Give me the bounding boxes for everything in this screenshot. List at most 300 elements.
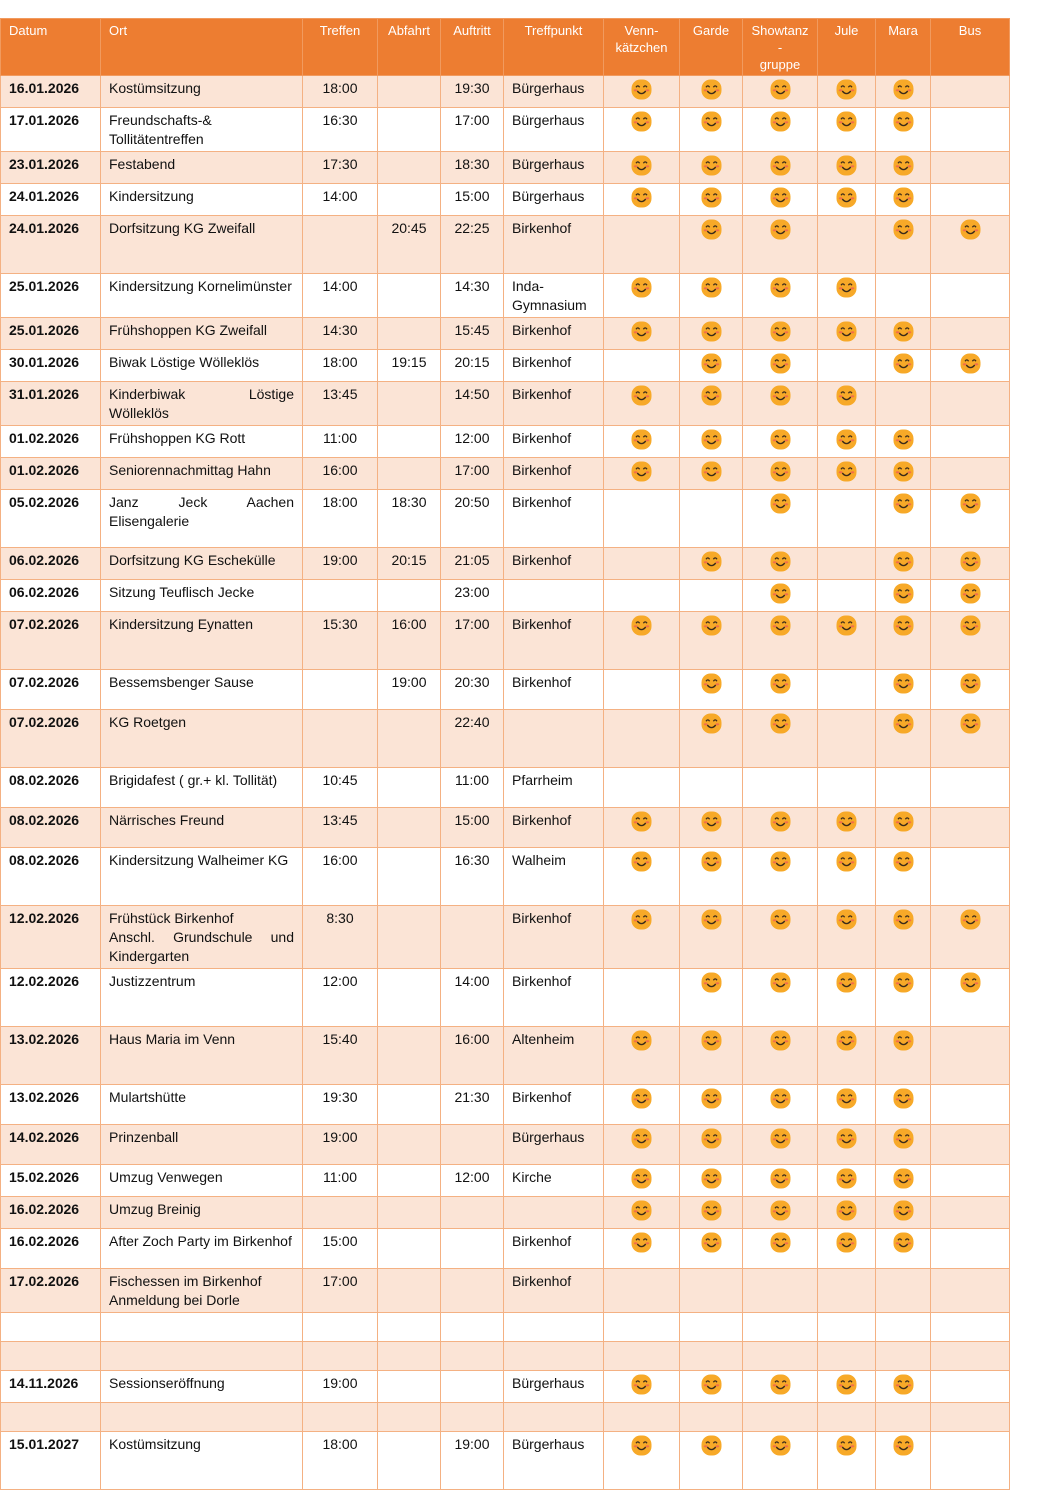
cell-treffen	[303, 1403, 378, 1432]
cell-showtanz	[743, 274, 818, 318]
table-row	[1, 216, 1010, 274]
cell-mara	[876, 152, 931, 184]
cell-vennkaetzchen	[604, 1165, 680, 1197]
cell-auftritt: 19:00	[441, 1432, 504, 1490]
cell-abfahrt	[378, 1313, 441, 1342]
smiling-face-icon	[893, 615, 914, 636]
smiling-face-icon	[893, 429, 914, 450]
cell-ort: Kinderbiwak Löstige Wölleklös	[101, 382, 303, 426]
cell-bus	[931, 612, 1010, 670]
cell-datum: 24.01.2026	[1, 184, 101, 216]
table-row	[1, 76, 1010, 108]
cell-vennkaetzchen	[604, 1085, 680, 1125]
cell-jule	[818, 768, 876, 808]
cell-showtanz	[743, 318, 818, 350]
cell-abfahrt	[378, 1125, 441, 1165]
cell-treffen: 15:00	[303, 1229, 378, 1269]
cell-mara	[876, 1125, 931, 1165]
smiling-face-icon	[701, 673, 722, 694]
cell-treffen: 11:00	[303, 426, 378, 458]
cell-vennkaetzchen	[604, 1432, 680, 1490]
cell-jule	[818, 1269, 876, 1313]
cell-treffen: 17:30	[303, 152, 378, 184]
cell-abfahrt	[378, 710, 441, 768]
cell-ort: Kindersitzung Walheimer KG	[101, 848, 303, 906]
cell-vennkaetzchen	[604, 808, 680, 848]
cell-bus	[931, 808, 1010, 848]
smiling-face-icon	[631, 1088, 652, 1109]
smiling-face-icon	[631, 187, 652, 208]
cell-bus	[931, 76, 1010, 108]
cell-vennkaetzchen	[604, 1269, 680, 1313]
cell-garde	[680, 969, 743, 1027]
cell-abfahrt	[378, 969, 441, 1027]
cell-treffpunkt: Birkenhof	[504, 490, 604, 548]
cell-bus	[931, 1125, 1010, 1165]
cell-treffen: 16:00	[303, 458, 378, 490]
cell-showtanz	[743, 1313, 818, 1342]
cell-ort: After Zoch Party im Birkenhof	[101, 1229, 303, 1269]
cell-bus	[931, 108, 1010, 152]
smiling-face-icon	[631, 615, 652, 636]
cell-vennkaetzchen	[604, 1403, 680, 1432]
cell-auftritt	[441, 1197, 504, 1229]
smiling-face-icon	[770, 79, 791, 100]
cell-showtanz	[743, 108, 818, 152]
cell-jule	[818, 1313, 876, 1342]
cell-datum: 08.02.2026	[1, 848, 101, 906]
cell-jule	[818, 184, 876, 216]
table-row	[1, 426, 1010, 458]
smiling-face-icon	[770, 972, 791, 993]
cell-garde	[680, 490, 743, 548]
smiling-face-icon	[893, 1168, 914, 1189]
cell-abfahrt	[378, 848, 441, 906]
cell-datum: 14.11.2026	[1, 1371, 101, 1403]
smiling-face-icon	[893, 461, 914, 482]
smiling-face-icon	[701, 79, 722, 100]
smiling-face-icon	[701, 219, 722, 240]
cell-showtanz	[743, 1403, 818, 1432]
smiling-face-icon	[836, 1168, 857, 1189]
cell-treffen: 8:30	[303, 906, 378, 969]
smiling-face-icon	[960, 713, 981, 734]
smiling-face-icon	[960, 583, 981, 604]
cell-jule	[818, 1342, 876, 1371]
cell-treffen: 18:00	[303, 490, 378, 548]
cell-garde	[680, 108, 743, 152]
cell-treffen: 16:30	[303, 108, 378, 152]
smiling-face-icon	[631, 321, 652, 342]
cell-mara	[876, 710, 931, 768]
cell-treffen: 13:45	[303, 808, 378, 848]
cell-treffpunkt: Birkenhof	[504, 216, 604, 274]
cell-vennkaetzchen	[604, 612, 680, 670]
cell-datum: 14.02.2026	[1, 1125, 101, 1165]
cell-datum: 06.02.2026	[1, 548, 101, 580]
cell-mara	[876, 906, 931, 969]
cell-showtanz	[743, 216, 818, 274]
smiling-face-icon	[836, 187, 857, 208]
cell-mara	[876, 382, 931, 426]
cell-ort: Festabend	[101, 152, 303, 184]
cell-bus	[931, 1269, 1010, 1313]
schedule-body	[1, 76, 1010, 1490]
cell-treffpunkt: Inda-Gymnasium	[504, 274, 604, 318]
cell-datum: 01.02.2026	[1, 426, 101, 458]
smiling-face-icon	[631, 1168, 652, 1189]
smiling-face-icon	[701, 461, 722, 482]
cell-datum: 08.02.2026	[1, 768, 101, 808]
cell-showtanz	[743, 848, 818, 906]
table-row	[1, 710, 1010, 768]
table-row	[1, 768, 1010, 808]
cell-auftritt: 21:05	[441, 548, 504, 580]
cell-vennkaetzchen	[604, 350, 680, 382]
cell-auftritt	[441, 1403, 504, 1432]
smiling-face-icon	[836, 909, 857, 930]
smiling-face-icon	[893, 1128, 914, 1149]
cell-abfahrt	[378, 768, 441, 808]
table-row	[1, 848, 1010, 906]
cell-abfahrt	[378, 152, 441, 184]
cell-datum: 17.02.2026	[1, 1269, 101, 1313]
cell-treffen: 12:00	[303, 969, 378, 1027]
table-row	[1, 108, 1010, 152]
smiling-face-icon	[631, 277, 652, 298]
cell-abfahrt: 16:00	[378, 612, 441, 670]
cell-datum: 16.02.2026	[1, 1197, 101, 1229]
col-header-treffen: Treffen	[303, 19, 378, 76]
cell-bus	[931, 768, 1010, 808]
smiling-face-icon	[631, 79, 652, 100]
cell-datum: 05.02.2026	[1, 490, 101, 548]
cell-vennkaetzchen	[604, 152, 680, 184]
cell-jule	[818, 1371, 876, 1403]
col-header-garde: Garde	[680, 19, 743, 76]
cell-showtanz	[743, 382, 818, 426]
smiling-face-icon	[701, 1200, 722, 1221]
cell-vennkaetzchen	[604, 490, 680, 548]
cell-abfahrt	[378, 426, 441, 458]
cell-mara	[876, 490, 931, 548]
cell-abfahrt	[378, 274, 441, 318]
smiling-face-icon	[770, 1200, 791, 1221]
cell-treffen: 13:45	[303, 382, 378, 426]
cell-bus	[931, 490, 1010, 548]
cell-showtanz	[743, 808, 818, 848]
cell-vennkaetzchen	[604, 1313, 680, 1342]
cell-bus	[931, 1432, 1010, 1490]
smiling-face-icon	[701, 811, 722, 832]
smiling-face-icon	[701, 1168, 722, 1189]
cell-jule	[818, 216, 876, 274]
cell-vennkaetzchen	[604, 1371, 680, 1403]
cell-vennkaetzchen	[604, 1342, 680, 1371]
smiling-face-icon	[770, 1232, 791, 1253]
cell-ort: Bessemsbenger Sause	[101, 670, 303, 710]
smiling-face-icon	[893, 583, 914, 604]
cell-auftritt: 22:40	[441, 710, 504, 768]
cell-showtanz	[743, 1165, 818, 1197]
cell-datum: 24.01.2026	[1, 216, 101, 274]
cell-treffpunkt: Birkenhof	[504, 458, 604, 490]
cell-mara	[876, 216, 931, 274]
cell-vennkaetzchen	[604, 548, 680, 580]
cell-treffpunkt: Birkenhof	[504, 350, 604, 382]
smiling-face-icon	[770, 551, 791, 572]
cell-mara	[876, 1371, 931, 1403]
smiling-face-icon	[701, 1374, 722, 1395]
cell-garde	[680, 1085, 743, 1125]
cell-treffpunkt: Bürgerhaus	[504, 1432, 604, 1490]
cell-bus	[931, 350, 1010, 382]
smiling-face-icon	[701, 851, 722, 872]
cell-garde	[680, 906, 743, 969]
table-row	[1, 490, 1010, 548]
cell-datum: 13.02.2026	[1, 1027, 101, 1085]
cell-garde	[680, 548, 743, 580]
cell-treffpunkt: Walheim	[504, 848, 604, 906]
smiling-face-icon	[770, 1128, 791, 1149]
cell-jule	[818, 458, 876, 490]
cell-treffen: 10:45	[303, 768, 378, 808]
header-row	[1, 19, 1010, 76]
cell-mara	[876, 768, 931, 808]
smiling-face-icon	[631, 1435, 652, 1456]
smiling-face-icon	[770, 353, 791, 374]
cell-abfahrt: 20:45	[378, 216, 441, 274]
cell-treffpunkt: Birkenhof	[504, 906, 604, 969]
cell-garde	[680, 274, 743, 318]
cell-showtanz	[743, 76, 818, 108]
table-row	[1, 382, 1010, 426]
cell-bus	[931, 1229, 1010, 1269]
smiling-face-icon	[770, 713, 791, 734]
cell-auftritt: 16:30	[441, 848, 504, 906]
cell-treffpunkt: Birkenhof	[504, 1229, 604, 1269]
cell-showtanz	[743, 670, 818, 710]
cell-vennkaetzchen	[604, 108, 680, 152]
smiling-face-icon	[960, 673, 981, 694]
smiling-face-icon	[631, 1030, 652, 1051]
cell-jule	[818, 426, 876, 458]
cell-showtanz	[743, 710, 818, 768]
table-row	[1, 458, 1010, 490]
cell-garde	[680, 382, 743, 426]
cell-mara	[876, 1269, 931, 1313]
cell-treffen: 19:30	[303, 1085, 378, 1125]
col-header-showtanz: Showtanz - gruppe	[743, 19, 818, 76]
smiling-face-icon	[836, 79, 857, 100]
cell-mara	[876, 1165, 931, 1197]
smiling-face-icon	[893, 713, 914, 734]
cell-abfahrt	[378, 1371, 441, 1403]
cell-auftritt: 12:00	[441, 1165, 504, 1197]
cell-ort	[101, 1403, 303, 1432]
cell-datum	[1, 1403, 101, 1432]
cell-bus	[931, 274, 1010, 318]
cell-vennkaetzchen	[604, 1197, 680, 1229]
col-header-vennkaetzchen: Venn- kätzchen	[604, 19, 680, 76]
cell-mara	[876, 274, 931, 318]
cell-garde	[680, 710, 743, 768]
smiling-face-icon	[631, 461, 652, 482]
col-header-treffpunkt: Treffpunkt	[504, 19, 604, 76]
cell-vennkaetzchen	[604, 848, 680, 906]
cell-treffen: 14:30	[303, 318, 378, 350]
cell-datum: 31.01.2026	[1, 382, 101, 426]
cell-garde	[680, 1342, 743, 1371]
cell-garde	[680, 1197, 743, 1229]
col-header-datum: Datum	[1, 19, 101, 76]
cell-abfahrt	[378, 1165, 441, 1197]
cell-mara	[876, 1197, 931, 1229]
smiling-face-icon	[701, 155, 722, 176]
cell-treffen: 19:00	[303, 1125, 378, 1165]
cell-treffen: 19:00	[303, 548, 378, 580]
cell-bus	[931, 969, 1010, 1027]
cell-abfahrt: 19:00	[378, 670, 441, 710]
cell-treffpunkt: Bürgerhaus	[504, 184, 604, 216]
smiling-face-icon	[893, 493, 914, 514]
smiling-face-icon	[836, 972, 857, 993]
cell-garde	[680, 580, 743, 612]
smiling-face-icon	[770, 187, 791, 208]
cell-ort	[101, 1342, 303, 1371]
smiling-face-icon	[893, 219, 914, 240]
cell-garde	[680, 1125, 743, 1165]
cell-vennkaetzchen	[604, 1229, 680, 1269]
cell-showtanz	[743, 1432, 818, 1490]
cell-treffen: 11:00	[303, 1165, 378, 1197]
cell-datum: 07.02.2026	[1, 710, 101, 768]
cell-auftritt	[441, 1229, 504, 1269]
cell-bus	[931, 1027, 1010, 1085]
smiling-face-icon	[836, 461, 857, 482]
cell-treffen	[303, 1197, 378, 1229]
cell-mara	[876, 426, 931, 458]
cell-mara	[876, 670, 931, 710]
smiling-face-icon	[893, 187, 914, 208]
cell-vennkaetzchen	[604, 458, 680, 490]
smiling-face-icon	[893, 551, 914, 572]
smiling-face-icon	[631, 1128, 652, 1149]
cell-datum: 15.02.2026	[1, 1165, 101, 1197]
cell-datum: 17.01.2026	[1, 108, 101, 152]
cell-abfahrt	[378, 1027, 441, 1085]
cell-ort: Seniorennachmittag Hahn	[101, 458, 303, 490]
smiling-face-icon	[893, 811, 914, 832]
cell-treffen: 18:00	[303, 1432, 378, 1490]
cell-ort: Dorfsitzung KG Zweifall	[101, 216, 303, 274]
cell-showtanz	[743, 768, 818, 808]
cell-auftritt: 20:15	[441, 350, 504, 382]
cell-bus	[931, 382, 1010, 426]
smiling-face-icon	[701, 551, 722, 572]
cell-ort	[101, 1313, 303, 1342]
smiling-face-icon	[631, 1232, 652, 1253]
table-row	[1, 808, 1010, 848]
cell-auftritt: 22:25	[441, 216, 504, 274]
table-row	[1, 1027, 1010, 1085]
cell-treffpunkt: Bürgerhaus	[504, 1125, 604, 1165]
cell-showtanz	[743, 612, 818, 670]
cell-treffpunkt: Bürgerhaus	[504, 76, 604, 108]
smiling-face-icon	[770, 321, 791, 342]
cell-auftritt: 20:50	[441, 490, 504, 548]
cell-mara	[876, 76, 931, 108]
cell-vennkaetzchen	[604, 274, 680, 318]
cell-datum: 07.02.2026	[1, 670, 101, 710]
smiling-face-icon	[631, 909, 652, 930]
smiling-face-icon	[770, 155, 791, 176]
smiling-face-icon	[770, 909, 791, 930]
cell-bus	[931, 426, 1010, 458]
cell-auftritt: 19:30	[441, 76, 504, 108]
cell-treffpunkt: Birkenhof	[504, 382, 604, 426]
cell-jule	[818, 1197, 876, 1229]
smiling-face-icon	[770, 1088, 791, 1109]
cell-treffen: 18:00	[303, 76, 378, 108]
cell-mara	[876, 969, 931, 1027]
cell-abfahrt	[378, 76, 441, 108]
cell-jule	[818, 152, 876, 184]
cell-jule	[818, 548, 876, 580]
table-row	[1, 580, 1010, 612]
cell-garde	[680, 1165, 743, 1197]
cell-datum: 07.02.2026	[1, 612, 101, 670]
cell-treffpunkt: Kirche	[504, 1165, 604, 1197]
smiling-face-icon	[836, 615, 857, 636]
smiling-face-icon	[893, 1232, 914, 1253]
cell-garde	[680, 1371, 743, 1403]
smiling-face-icon	[701, 909, 722, 930]
cell-auftritt	[441, 1125, 504, 1165]
cell-abfahrt	[378, 1403, 441, 1432]
smiling-face-icon	[893, 155, 914, 176]
cell-auftritt: 14:50	[441, 382, 504, 426]
smiling-face-icon	[770, 461, 791, 482]
cell-vennkaetzchen	[604, 969, 680, 1027]
table-row	[1, 1085, 1010, 1125]
cell-vennkaetzchen	[604, 1027, 680, 1085]
cell-showtanz	[743, 490, 818, 548]
table-row	[1, 1432, 1010, 1490]
cell-ort: Freundschafts-& Tollitätentreffen	[101, 108, 303, 152]
cell-abfahrt	[378, 184, 441, 216]
cell-auftritt: 15:45	[441, 318, 504, 350]
smiling-face-icon	[701, 1088, 722, 1109]
cell-treffen	[303, 670, 378, 710]
cell-bus	[931, 152, 1010, 184]
cell-datum: 30.01.2026	[1, 350, 101, 382]
col-header-abfahrt: Abfahrt	[378, 19, 441, 76]
smiling-face-icon	[893, 321, 914, 342]
cell-jule	[818, 1432, 876, 1490]
cell-jule	[818, 580, 876, 612]
cell-garde	[680, 216, 743, 274]
col-header-jule: Jule	[818, 19, 876, 76]
smiling-face-icon	[836, 277, 857, 298]
cell-showtanz	[743, 1197, 818, 1229]
cell-jule	[818, 1085, 876, 1125]
cell-ort: Sessionseröffnung	[101, 1371, 303, 1403]
cell-bus	[931, 1342, 1010, 1371]
cell-datum: 12.02.2026	[1, 969, 101, 1027]
table-row	[1, 1197, 1010, 1229]
smiling-face-icon	[893, 851, 914, 872]
